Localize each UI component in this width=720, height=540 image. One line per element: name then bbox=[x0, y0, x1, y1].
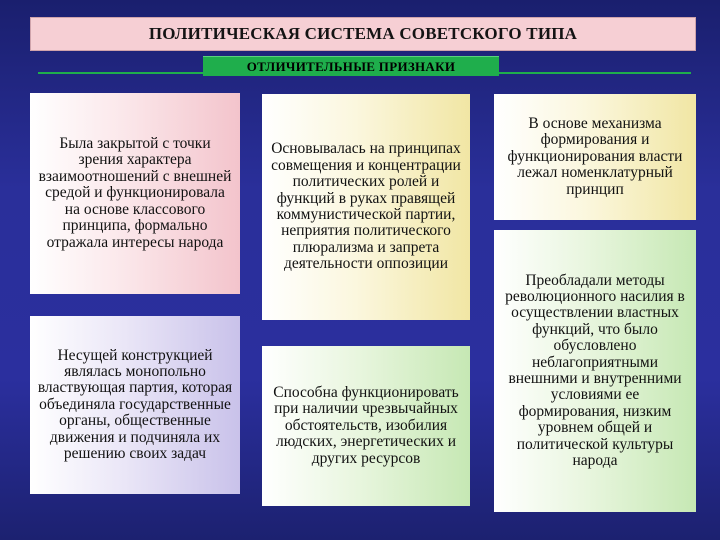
feature-box-middle-top bbox=[262, 94, 470, 320]
feature-box-left-bottom bbox=[30, 316, 240, 494]
feature-text: Несущей конструкцией являлась монопольно властвующая партия, которая объединяла государственные органы, общественные движения и подчиняла их решению своих задач bbox=[37, 346, 233, 463]
divider-line-left bbox=[38, 72, 203, 74]
feature-text: В основе механизма формирования и функционирования власти лежал номенклатурный принцип bbox=[507, 114, 683, 198]
feature-box-left-top bbox=[30, 93, 240, 294]
divider-line-right bbox=[499, 72, 691, 74]
feature-text: Была закрытой с точки зрения характера взаимоотношений с внешней средой и функционировала на основе классового принципа, формально отражала интересы народа bbox=[38, 135, 232, 251]
slide-title: ПОЛИТИЧЕСКАЯ СИСТЕМА СОВЕТСКОГО ТИПА bbox=[30, 17, 696, 51]
feature-box-right-bottom bbox=[494, 230, 696, 512]
feature-text: Основывалась на принципах совмещения и концентрации политических ролей и функций в руках правящей коммунистической партии, неприятия политического плюрализма и запрета деятельности оппозиции bbox=[271, 140, 461, 273]
feature-text: Способна функционировать при наличии чрезвычайных обстоятельств, изобилия людских, энергетических и других ресурсов bbox=[273, 383, 459, 467]
subtitle-banner: ОТЛИЧИТЕЛЬНЫЕ ПРИЗНАКИ bbox=[203, 56, 499, 76]
feature-box-middle-bottom bbox=[262, 346, 470, 506]
feature-text: Преобладали методы революционного насилия в осуществлении властных функций, что было обусловлено неблагоприятными внешними и внутренними условиями ее формирования, низким уровнем общей и политической культуры народа bbox=[505, 271, 685, 470]
feature-box-right-top bbox=[494, 94, 696, 220]
